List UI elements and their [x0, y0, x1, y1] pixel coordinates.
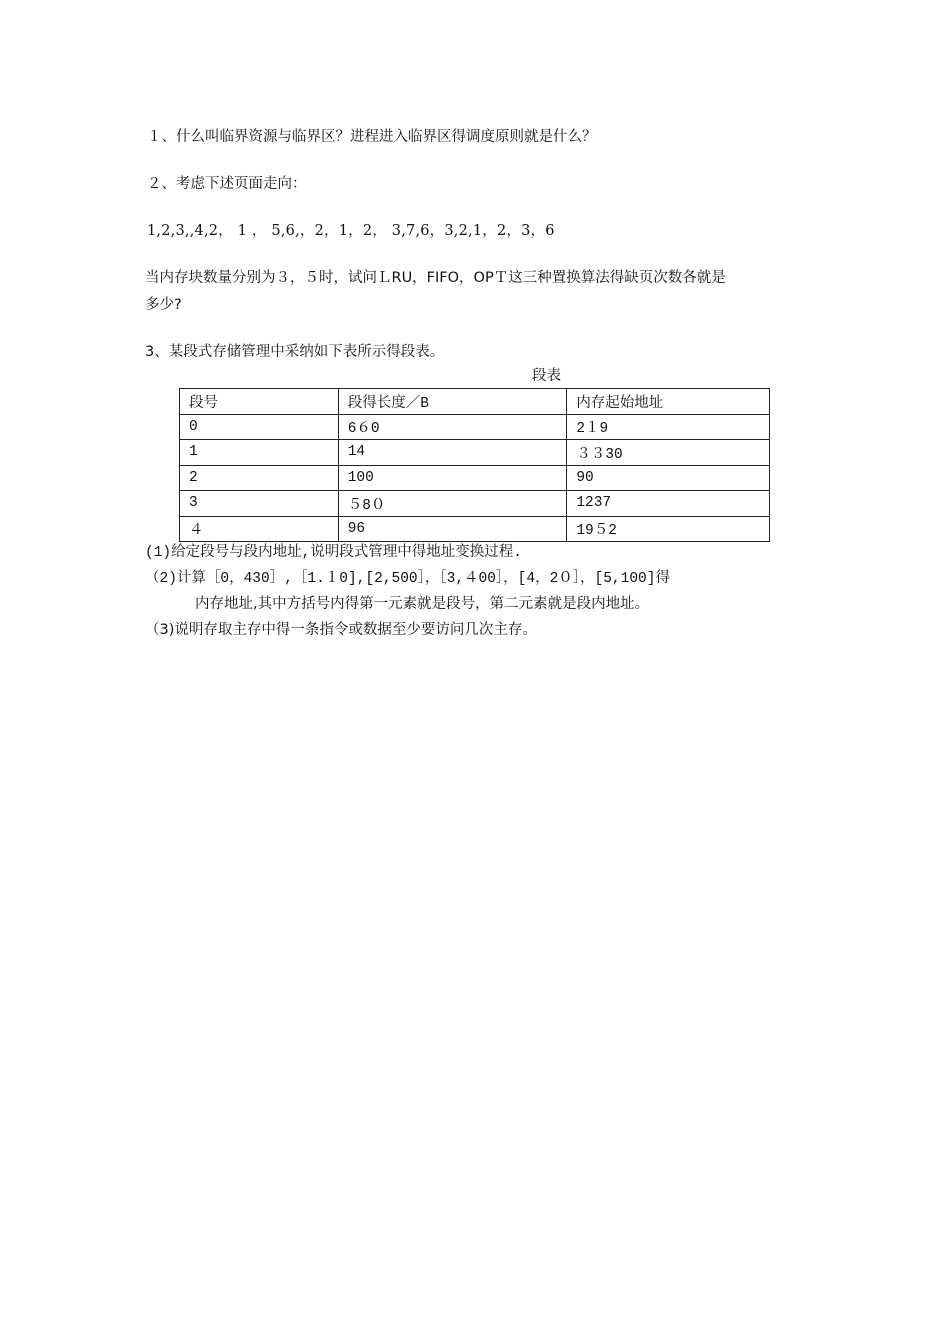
segment-table — [179, 388, 770, 542]
cell-segment-length: ５8０ — [338, 491, 567, 517]
cell-segment-number: 2 — [180, 465, 339, 491]
page-reference-sequence: 1,2,3,,4,2， 1 ， 5,6,，2，1，2， 3,7,6，3,2,1，2，3，6 — [147, 223, 555, 239]
cell-segment-length: 6６0 — [338, 414, 567, 440]
sub-question-3: （3)说明存取主存中得一条指令或数据至少要访问几次主存。 — [145, 622, 537, 638]
sub-question-1: (1)给定段号与段内地址,说明段式管理中得地址变换过程. — [145, 545, 523, 561]
header-segment-number: 段号 — [180, 389, 339, 415]
table-row — [180, 440, 770, 466]
table-row — [180, 491, 770, 517]
cell-segment-number: 3 — [180, 491, 339, 517]
table-row — [180, 465, 770, 491]
question-2-body-line-2: 多少? — [145, 297, 182, 313]
cell-base-address: 19５2 — [567, 516, 770, 542]
cell-segment-number: 0 — [180, 414, 339, 440]
header-base-address: 内存起始地址 — [567, 389, 770, 415]
cell-segment-number: ４ — [180, 516, 339, 542]
cell-segment-length: 100 — [338, 465, 567, 491]
question-2-intro: ２、考虑下述页面走向： — [147, 176, 307, 192]
sub-question-2-line-1: （2)计算［0，430］,［1.１0],[2,500］，［3,４00］，[4，2０］，[5,100]得 — [145, 571, 670, 587]
table-header-row — [180, 389, 770, 415]
cell-base-address: 1237 — [567, 491, 770, 517]
question-1: １、什么叫临界资源与临界区？进程进入临界区得调度原则就是什么？ — [147, 129, 597, 145]
cell-base-address: 90 — [567, 465, 770, 491]
table-row — [180, 414, 770, 440]
cell-base-address: ３３30 — [567, 440, 770, 466]
cell-segment-length: 14 — [338, 440, 567, 466]
cell-base-address: 2１9 — [567, 414, 770, 440]
table-row — [180, 516, 770, 542]
question-2-body-line-1: 当内存块数量分别为３，５时，试问ＬRU，FIFO，OPＴ这三种置换算法得缺页次数各就是 — [145, 270, 726, 286]
sub-question-2-line-2: 内存地址,其中方括号内得第一元素就是段号，第二元素就是段内地址。 — [195, 596, 650, 612]
question-3-intro: 3、某段式存储管理中采纳如下表所示得段表。 — [145, 344, 445, 360]
table-caption: 段表 — [532, 368, 561, 384]
header-segment-length: 段得长度／B — [338, 389, 567, 415]
cell-segment-number: 1 — [180, 440, 339, 466]
cell-segment-length: 96 — [338, 516, 567, 542]
